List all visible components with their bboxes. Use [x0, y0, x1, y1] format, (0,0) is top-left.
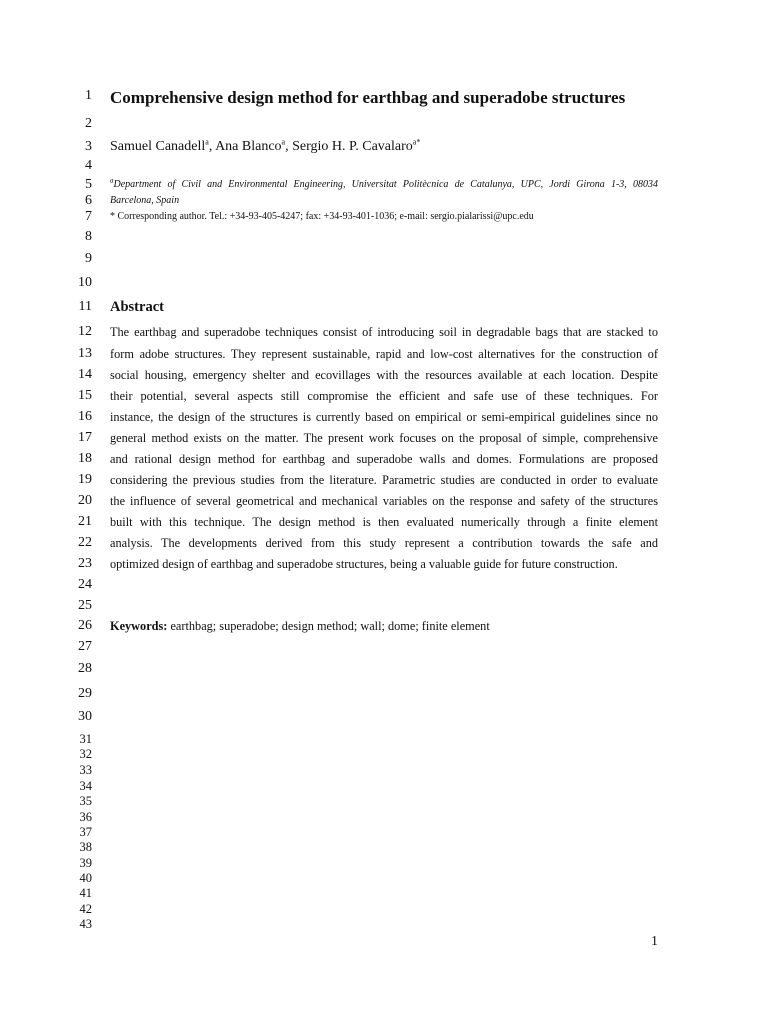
line-number: 13: [78, 346, 92, 361]
line-number: 25: [78, 598, 92, 613]
line-number: 22: [78, 535, 92, 550]
abstract-line: The earthbag and superadobe techniques consist of introducing soil in degradable bags that are stacked to: [110, 325, 658, 339]
line-number: 23: [78, 556, 92, 571]
line-number: 7: [85, 209, 92, 224]
line-number: 40: [79, 871, 92, 885]
line-number: 31: [79, 732, 92, 746]
line-number: 1: [85, 88, 92, 103]
line-number: 5: [85, 177, 92, 192]
line-number: 28: [78, 661, 92, 676]
line-number: 6: [85, 193, 92, 208]
abstract-line: social housing, emergency shelter and ecovillages with the resources available at each location. Despite: [110, 368, 658, 382]
line-number: 3: [85, 139, 92, 154]
abstract-line: general method exists on the matter. The present work focuses on the proposal of simple, comprehensive: [110, 431, 658, 445]
author-separator: ,: [285, 139, 293, 154]
abstract-heading: Abstract: [110, 299, 164, 315]
line-number: 19: [78, 472, 92, 487]
abstract-line: considering the previous studies from the literature. Parametric studies are conducted in order to evaluate: [110, 473, 658, 487]
line-number: 30: [78, 709, 92, 724]
author-list: [110, 139, 658, 155]
line-number: 12: [78, 324, 92, 339]
line-number: 34: [79, 779, 92, 793]
abstract-line: form adobe structures. They represent sustainable, rapid and low-cost alternatives for the construction of: [110, 347, 658, 361]
abstract-line: instance, the design of the structures is currently based on empirical or semi-empirical guidelines since no: [110, 410, 658, 424]
line-number: 38: [79, 840, 92, 854]
abstract-line: the influence of several geometrical and mechanical variables on the response and safety of the structures: [110, 494, 658, 508]
line-number: 42: [79, 902, 92, 916]
line-number: 24: [78, 577, 92, 592]
line-number: 9: [85, 251, 92, 266]
line-number: 37: [79, 825, 92, 839]
line-number: 2: [85, 116, 92, 131]
affiliation-marker: a: [110, 176, 114, 185]
author-affiliation-marker: a*: [412, 137, 421, 147]
line-number: 35: [79, 794, 92, 808]
affiliation-text-1: Department of Civil and Environmental Engineering, Universitat Politècnica de Catalunya, UPC, Jordi Girona 1-3, 08034: [113, 179, 658, 190]
line-number: 26: [78, 618, 92, 633]
line-number: 33: [79, 763, 92, 777]
line-number: 32: [79, 747, 92, 761]
keywords-line: [110, 618, 658, 634]
line-number: 16: [78, 409, 92, 424]
paper-title: Comprehensive design method for earthbag and superadobe structures: [110, 88, 626, 107]
line-number: 15: [78, 388, 92, 403]
line-number: 4: [85, 158, 92, 173]
author-name: Samuel Canadell: [110, 139, 206, 154]
author-affiliation-marker: a: [205, 137, 209, 147]
abstract-line: built with this technique. The design method is then evaluated numerically through a finite element: [110, 515, 658, 529]
line-number: 41: [79, 886, 92, 900]
abstract-line: optimized design of earthbag and superadobe structures, being a valuable guide for future construction.: [110, 557, 618, 571]
author-name: Sergio H. P. Cavalaro: [292, 139, 413, 154]
affiliation-line-1: [110, 177, 658, 193]
page-number: 1: [651, 934, 658, 949]
line-number: 20: [78, 493, 92, 508]
line-number: 17: [78, 430, 92, 445]
line-number: 18: [78, 451, 92, 466]
keywords-label: Keywords:: [110, 619, 168, 633]
abstract-line: their potential, several aspects still compromise the efficient and safe use of these techniques. For: [110, 389, 658, 403]
line-number: 10: [78, 275, 92, 290]
author-affiliation-marker: a: [281, 137, 286, 147]
line-number: 21: [78, 514, 92, 529]
line-number: 27: [78, 639, 92, 654]
line-number: 29: [78, 686, 92, 701]
keywords-text: earthbag; superadobe; design method; wall; dome; finite element: [170, 619, 490, 633]
author-separator: ,: [208, 139, 216, 154]
line-number: 11: [78, 299, 92, 314]
affiliation-line-2: Barcelona, Spain: [110, 195, 180, 206]
line-number: 39: [79, 856, 92, 870]
line-number: 36: [79, 810, 92, 824]
abstract-line: and rational design method for earthbag and superadobe walls and domes. Formulations are proposed: [110, 452, 658, 466]
author-name: Ana Blanco: [215, 139, 282, 154]
abstract-line: analysis. The developments derived from this study represent a contribution towards the safe and: [110, 536, 658, 550]
line-number: 14: [78, 367, 92, 382]
line-number: 8: [85, 229, 92, 244]
corresponding-author: * Corresponding author. Tel.: +34-93-405-4247; fax: +34-93-401-1036; e-mail: sergio.pialarissi@upc.edu: [110, 211, 534, 222]
line-number: 43: [79, 917, 92, 931]
